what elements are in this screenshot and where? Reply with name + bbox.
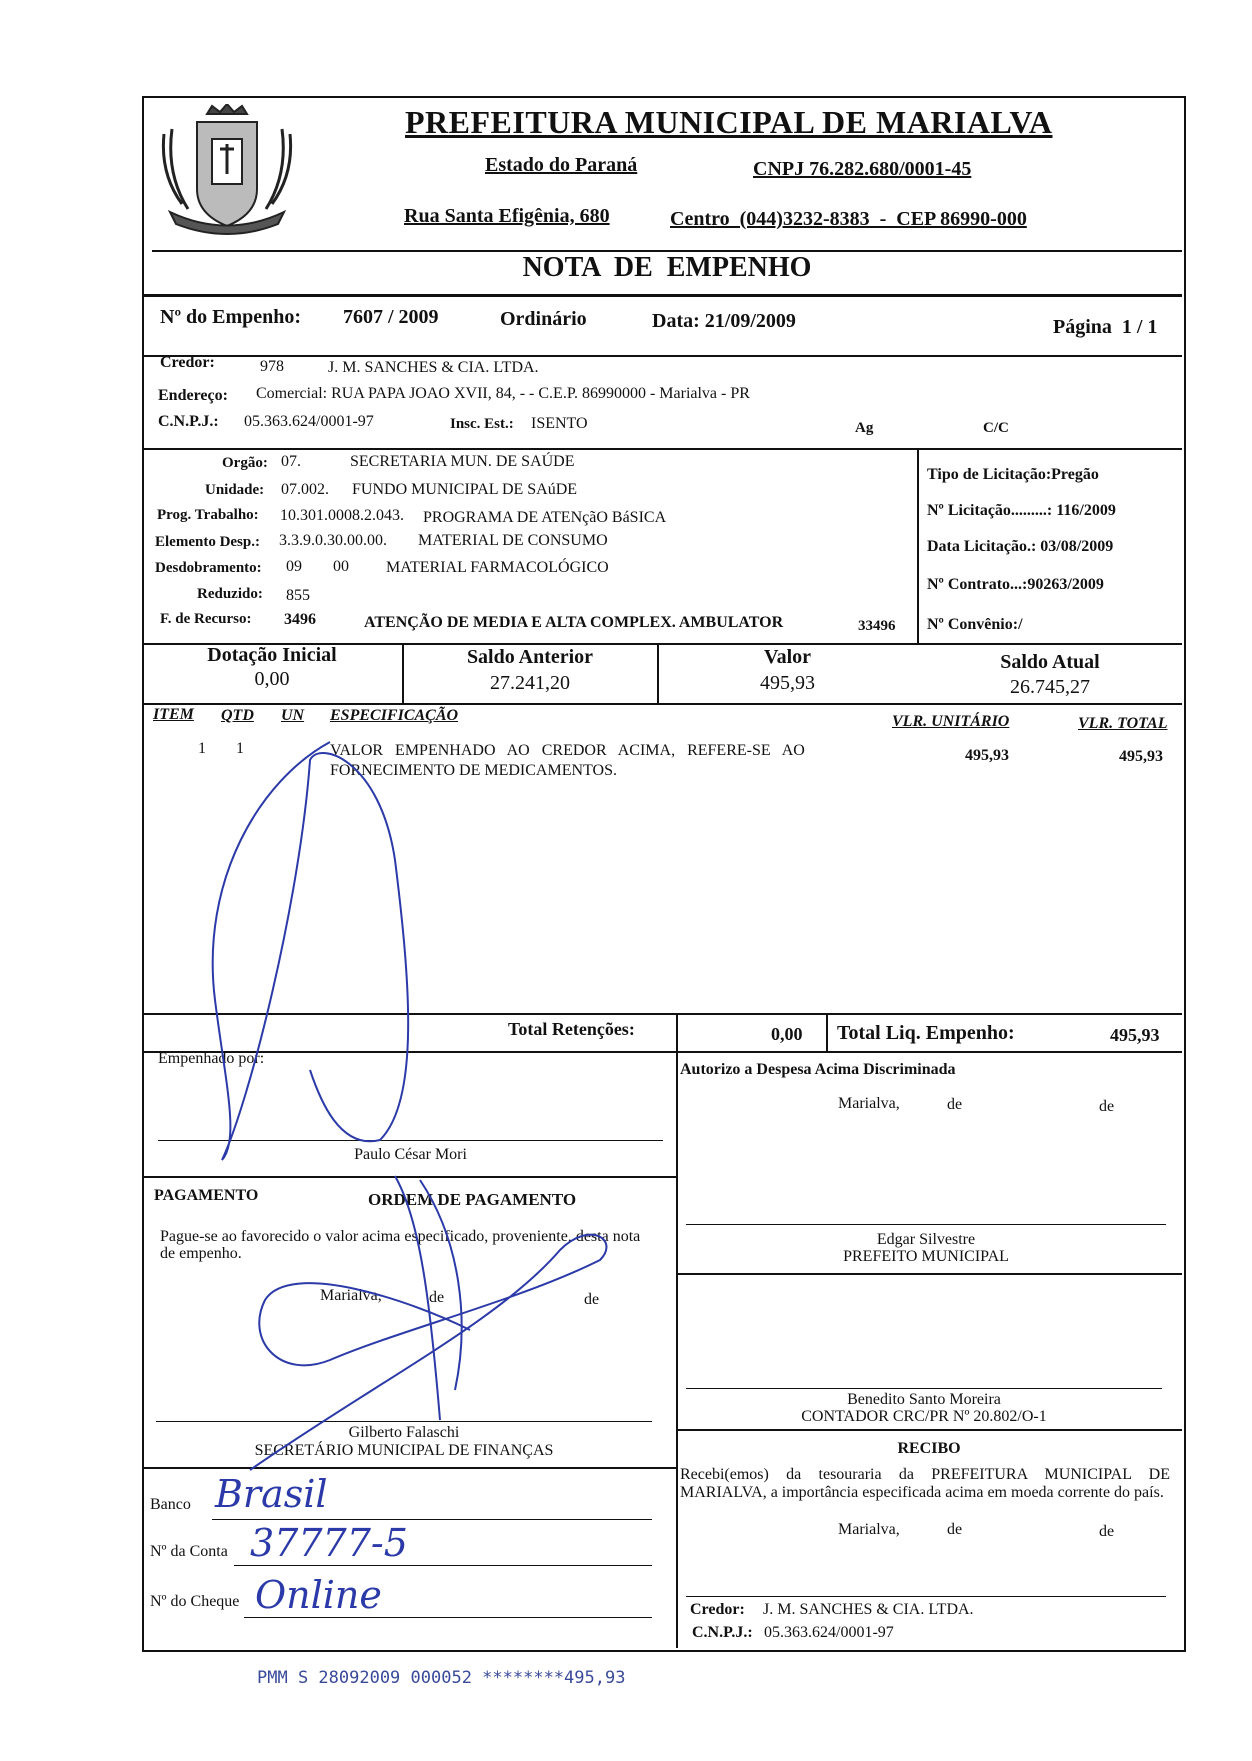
pagamento-de-2: de	[584, 1291, 600, 1308]
elemento-code: 3.3.9.0.30.00.00.	[279, 532, 387, 549]
col-qtd: QTD	[221, 707, 254, 724]
empenhado-por-name: Paulo César Mori	[354, 1146, 467, 1163]
cc-label: C/C	[983, 420, 1009, 436]
credor-cnpj: 05.363.624/0001-97	[244, 413, 374, 430]
dotacao-inicial-label: Dotação Inicial	[207, 644, 337, 666]
credor-name: J. M. SANCHES & CIA. LTDA.	[328, 359, 539, 376]
ag-label: Ag	[855, 420, 874, 436]
total-retencoes-label: Total Retenções:	[508, 1019, 635, 1039]
autorizo-de-2: de	[1099, 1098, 1115, 1115]
desdobramento-code-2: 00	[333, 558, 349, 575]
cheque-label: Nº do Cheque	[150, 1593, 240, 1610]
recibo-place: Marialva,	[838, 1521, 900, 1538]
prefeito-role: PREFEITO MUNICIPAL	[843, 1248, 1009, 1265]
total-liquido-label: Total Liq. Empenho:	[837, 1022, 1015, 1044]
empenho-type: Ordinário	[500, 308, 587, 330]
desdobramento-name: MATERIAL FARMACOLÓGICO	[386, 559, 609, 576]
dotacao-inicial-value: 0,00	[254, 668, 290, 690]
empenhado-por-label: Empenhado por:	[158, 1050, 265, 1067]
valor-value: 495,93	[760, 672, 815, 694]
document-title: NOTA DE EMPENHO	[522, 252, 812, 283]
item-spec-line-2: FORNECIMENTO DE MEDICAMENTOS.	[330, 762, 617, 779]
pagamento-de-1: de	[429, 1289, 445, 1306]
orgao-label: Orgão:	[222, 455, 268, 471]
col-item: ITEM	[153, 706, 194, 723]
page-number: Página 1 / 1	[1053, 316, 1158, 338]
fonte-number: 33496	[858, 618, 896, 634]
header-state: Estado do Paraná	[485, 154, 638, 176]
contador-role: CONTADOR CRC/PR Nº 20.802/O-1	[801, 1408, 1047, 1425]
saldo-anterior-label: Saldo Anterior	[466, 646, 594, 668]
total-liquido-value: 495,93	[1110, 1025, 1160, 1045]
insc-label: Insc. Est.:	[450, 416, 514, 432]
insc-value: ISENTO	[531, 415, 588, 432]
col-un: UN	[281, 707, 305, 724]
unidade-name: FUNDO MUNICIPAL DE SAúDE	[352, 481, 578, 498]
address-label: Endereço:	[158, 387, 228, 404]
header-contact: Centro (044)3232-8383 - CEP 86990-000	[670, 208, 1027, 230]
empenho-number-label: Nº do Empenho:	[160, 306, 302, 328]
pagamento-text: Pague-se ao favorecido o valor acima especificado, proveniente, desta nota de empenho.	[160, 1228, 641, 1262]
desdobramento-label: Desdobramento:	[155, 560, 262, 576]
credor-code: 978	[260, 358, 284, 375]
unidade-code: 07.002.	[281, 481, 329, 498]
recibo-label: RECIBO	[897, 1440, 961, 1457]
contrato-numero: Nº Contrato...:90263/2009	[927, 576, 1104, 593]
credor-label: Credor:	[160, 354, 215, 371]
empenho-date: Data: 21/09/2009	[652, 310, 796, 332]
banco-handwritten: Brasil	[215, 1472, 328, 1516]
saldo-atual-value: 26.745,27	[1010, 676, 1090, 698]
prefeito-name: Edgar Silvestre	[876, 1231, 976, 1248]
cheque-handwritten: Online	[255, 1573, 382, 1617]
conta-handwritten: 37777-5	[250, 1521, 408, 1565]
reduzido-value: 855	[286, 587, 310, 604]
recibo-text: Recebi(emos) da tesouraria da PREFEITURA MUNICIPAL DE MARIALVA, a importância especificada acima em moeda corrente do país.	[680, 1466, 1170, 1501]
fonte-name: ATENÇÃO DE MEDIA E ALTA COMPLEX. AMBULATOR	[364, 614, 784, 631]
conta-label: Nº da Conta	[150, 1543, 228, 1560]
licitacao-numero: Nº Licitação.........: 116/2009	[927, 502, 1116, 519]
recibo-cnpj-label: C.N.P.J.:	[692, 1624, 753, 1641]
reduzido-label: Reduzido:	[197, 586, 263, 602]
item-number: 1	[198, 740, 206, 757]
autorizo-place: Marialva,	[838, 1095, 900, 1112]
recibo-de-2: de	[1099, 1523, 1115, 1540]
credor-address: Comercial: RUA PAPA JOAO XVII, 84, - - C.E.P. 86990000 - Marialva - PR	[256, 385, 750, 402]
convenio-numero: Nº Convênio:/	[927, 616, 1023, 633]
cnpj-label: C.N.P.J.:	[158, 413, 219, 430]
unidade-label: Unidade:	[205, 482, 265, 498]
header-cnpj: CNPJ 76.282.680/0001-45	[753, 158, 972, 180]
col-vlr-total: VLR. TOTAL	[1078, 715, 1168, 732]
orgao-name: SECRETARIA MUN. DE SAÚDE	[350, 453, 575, 470]
pagamento-label: PAGAMENTO	[154, 1187, 259, 1204]
prog-name: PROGRAMA DE ATENçãO BáSICA	[423, 509, 667, 526]
orgao-code: 07.	[281, 453, 301, 470]
recibo-credor-name: J. M. SANCHES & CIA. LTDA.	[763, 1601, 974, 1618]
total-retencoes-value: 0,00	[771, 1024, 803, 1044]
header-title: PREFEITURA MUNICIPAL DE MARIALVA	[405, 104, 1053, 140]
fonte-label: F. de Recurso:	[160, 611, 252, 627]
recibo-credor-label: Credor:	[690, 1601, 745, 1618]
elemento-label: Elemento Desp.:	[155, 534, 260, 550]
pagamento-place: Marialva,	[320, 1287, 382, 1304]
footer-stamp: PMM S 28092009 000052 ********495,93	[257, 1668, 626, 1688]
col-especificacao: ESPECIFICAÇÃO	[330, 707, 459, 724]
secretario-name: Gilberto Falaschi	[348, 1424, 460, 1441]
recibo-de-1: de	[947, 1521, 963, 1538]
licitacao-data: Data Licitação.: 03/08/2009	[927, 538, 1114, 555]
header-address: Rua Santa Efigênia, 680	[404, 205, 610, 227]
ordem-pagamento-label: ORDEM DE PAGAMENTO	[368, 1190, 577, 1209]
elemento-name: MATERIAL DE CONSUMO	[418, 532, 608, 549]
item-qtd: 1	[236, 740, 244, 757]
item-unit-value: 495,93	[965, 747, 1009, 764]
banco-label: Banco	[150, 1496, 191, 1513]
prog-code: 10.301.0008.2.043.	[280, 507, 404, 524]
item-spec-line-1: VALOR EMPENHADO AO CREDOR ACIMA, REFERE-SE AO	[330, 742, 805, 759]
col-vlr-unitario: VLR. UNITÁRIO	[892, 713, 1010, 730]
secretario-role: SECRETÁRIO MUNICIPAL DE FINANÇAS	[254, 1442, 554, 1459]
fonte-code: 3496	[284, 611, 316, 628]
item-total-value: 495,93	[1119, 748, 1163, 765]
saldo-anterior-value: 27.241,20	[490, 672, 570, 694]
contador-name: Benedito Santo Moreira	[847, 1391, 1001, 1408]
coat-of-arms-icon	[152, 104, 302, 240]
prog-label: Prog. Trabalho:	[157, 507, 259, 523]
recibo-cnpj: 05.363.624/0001-97	[764, 1624, 894, 1641]
autorizo-de-1: de	[947, 1096, 963, 1113]
desdobramento-code-1: 09	[286, 558, 302, 575]
empenho-number: 7607 / 2009	[343, 306, 439, 328]
autorizo-label: Autorizo a Despesa Acima Discriminada	[680, 1061, 956, 1078]
licitacao-tipo: Tipo de Licitação:Pregão	[927, 466, 1099, 483]
valor-label: Valor	[763, 646, 812, 668]
saldo-atual-label: Saldo Atual	[1000, 651, 1100, 673]
